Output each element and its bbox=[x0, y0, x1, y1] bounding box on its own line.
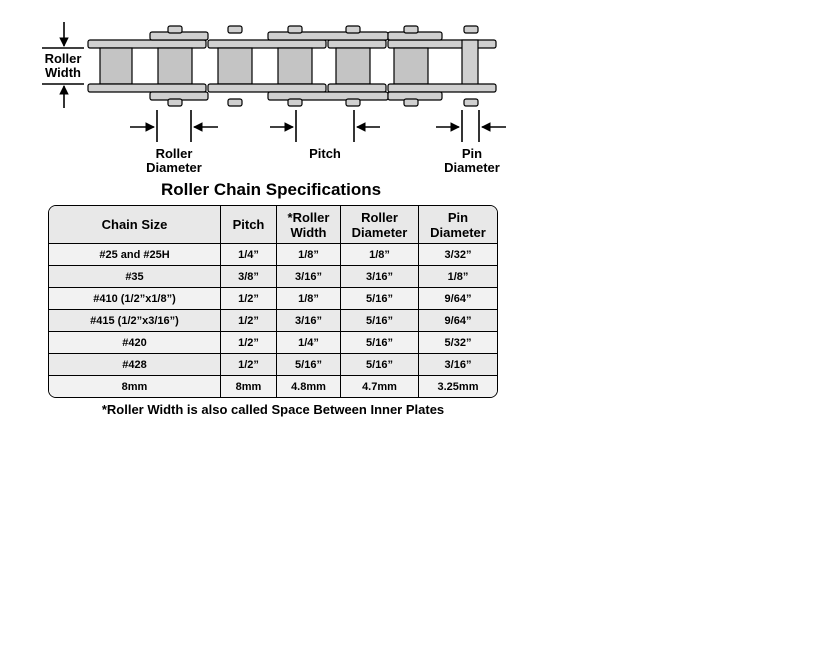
header-roller-diameter: Roller Diameter bbox=[341, 206, 419, 244]
cell-chain-size: #410 (1/2”x1/8”) bbox=[49, 288, 221, 310]
cell-pitch: 3/8” bbox=[221, 266, 277, 288]
rollers bbox=[100, 48, 428, 84]
footnote: *Roller Width is also called Space Between Inner Plates bbox=[101, 402, 445, 417]
table-row bbox=[49, 288, 497, 310]
header-pin-diameter: Pin Diameter bbox=[419, 206, 497, 244]
cell-roller-diameter: 5/16” bbox=[341, 288, 419, 310]
cell-pin-diameter: 9/64” bbox=[419, 288, 497, 310]
roller bbox=[336, 48, 370, 84]
cell-pitch: 1/4” bbox=[221, 244, 277, 266]
roller-width-label: Roller Width bbox=[44, 51, 82, 80]
roller-diameter-label: Roller Diameter bbox=[146, 146, 202, 175]
roller bbox=[158, 48, 192, 84]
cell-pin-diameter: 5/32” bbox=[419, 332, 497, 354]
cell-roller-diameter: 5/16” bbox=[341, 354, 419, 376]
header-pitch: Pitch bbox=[221, 206, 277, 244]
pin-diameter-dimension bbox=[436, 110, 506, 142]
cell-roller-width: 1/8” bbox=[277, 288, 341, 310]
pitch-dimension bbox=[270, 110, 380, 142]
cell-roller-width: 1/8” bbox=[277, 244, 341, 266]
table-row bbox=[49, 266, 497, 288]
roller bbox=[278, 48, 312, 84]
cell-roller-diameter: 3/16” bbox=[341, 266, 419, 288]
roller bbox=[100, 48, 132, 84]
cell-roller-width: 5/16” bbox=[277, 354, 341, 376]
cell-roller-diameter: 5/16” bbox=[341, 332, 419, 354]
pin-diameter-label: Pin Diameter bbox=[444, 146, 500, 175]
cell-roller-diameter: 4.7mm bbox=[341, 376, 419, 397]
outer-plates-top bbox=[88, 40, 496, 48]
specifications-table bbox=[48, 205, 498, 398]
cell-pin-diameter: 3/32” bbox=[419, 244, 497, 266]
roller bbox=[218, 48, 252, 84]
cell-chain-size: 8mm bbox=[49, 376, 221, 397]
chain-diagram bbox=[0, 0, 834, 180]
table-header-row bbox=[49, 206, 497, 244]
cell-roller-width: 3/16” bbox=[277, 310, 341, 332]
cell-pitch: 1/2” bbox=[221, 354, 277, 376]
cell-chain-size: #420 bbox=[49, 332, 221, 354]
header-roller-width: *Roller Width bbox=[277, 206, 341, 244]
roller-diameter-dimension bbox=[130, 110, 218, 142]
header-chain-size: Chain Size bbox=[49, 206, 221, 244]
cell-pin-diameter: 3.25mm bbox=[419, 376, 497, 397]
table-row bbox=[49, 310, 497, 332]
roller bbox=[394, 48, 428, 84]
cell-pitch: 8mm bbox=[221, 376, 277, 397]
cell-pin-diameter: 1/8” bbox=[419, 266, 497, 288]
table-row bbox=[49, 332, 497, 354]
cell-chain-size: #25 and #25H bbox=[49, 244, 221, 266]
table-row bbox=[49, 354, 497, 376]
cell-chain-size: #415 (1/2”x3/16”) bbox=[49, 310, 221, 332]
cell-pitch: 1/2” bbox=[221, 288, 277, 310]
cell-chain-size: #428 bbox=[49, 354, 221, 376]
cell-chain-size: #35 bbox=[49, 266, 221, 288]
cell-pitch: 1/2” bbox=[221, 332, 277, 354]
page-title: Roller Chain Specifications bbox=[160, 180, 382, 199]
cell-roller-width: 4.8mm bbox=[277, 376, 341, 397]
cell-roller-width: 3/16” bbox=[277, 266, 341, 288]
outer-plates-bottom bbox=[88, 84, 496, 92]
cell-roller-diameter: 1/8” bbox=[341, 244, 419, 266]
table-row bbox=[49, 244, 497, 266]
cell-pitch: 1/2” bbox=[221, 310, 277, 332]
cell-roller-diameter: 5/16” bbox=[341, 310, 419, 332]
cell-pin-diameter: 3/16” bbox=[419, 354, 497, 376]
cell-roller-width: 1/4” bbox=[277, 332, 341, 354]
pitch-label: Pitch bbox=[309, 146, 341, 161]
cell-pin-diameter: 9/64” bbox=[419, 310, 497, 332]
table-row bbox=[49, 376, 497, 397]
